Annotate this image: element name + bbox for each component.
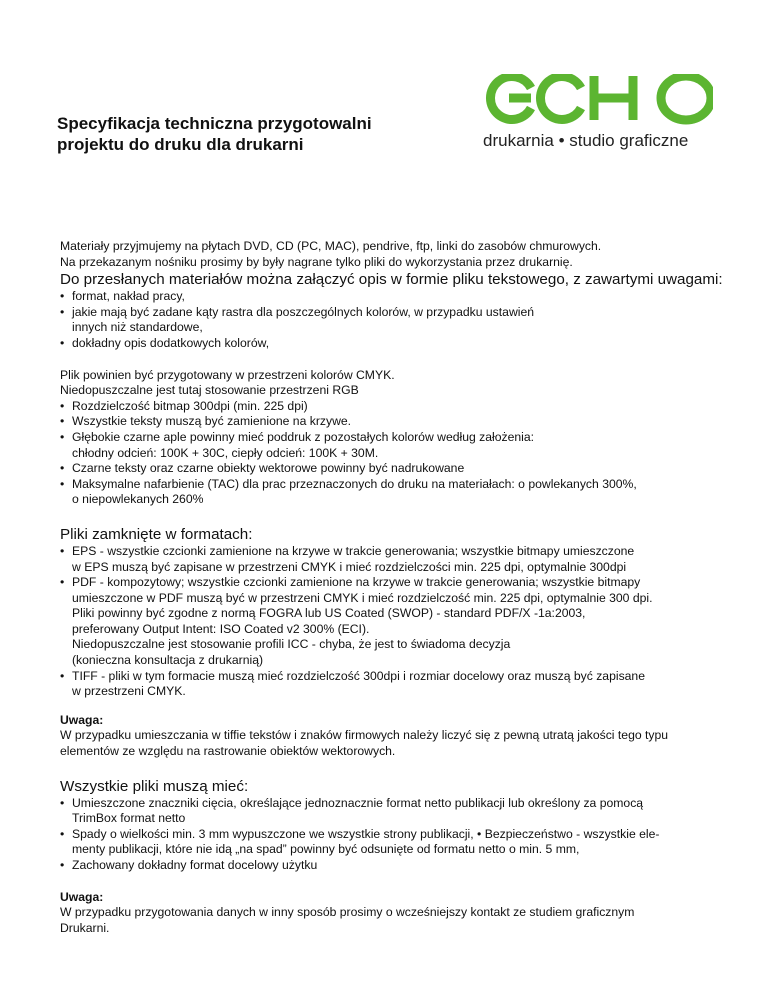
list-item-line: • Zachowany dokładny format docelowy użytku xyxy=(72,858,318,872)
list-item-line: menty publikacji, które nie idą „na spad” powinny być odsunięte od formatu netto o min. 5 mm, xyxy=(72,842,580,857)
title-line: Specyfikacja techniczna przygotowalni xyxy=(57,114,372,133)
list-item-line: w przestrzeni CMYK. xyxy=(72,684,186,699)
list-item-line: chłodny odcień: 100K + 30C, ciepły odcień: 100K + 30M. xyxy=(72,445,379,460)
list-item-line: • Głębokie czarne aple powinny mieć poddruk z pozostałych kolorów według założenia: xyxy=(72,429,535,444)
list-item xyxy=(60,669,725,700)
list-item-line: • dokładny opis dodatkowych kolorów, xyxy=(72,335,270,350)
list-item-line: innych niż standardowe, xyxy=(72,320,203,335)
title-line: projektu do druku dla drukarni xyxy=(57,135,304,154)
list-item-line: Pliki powinny być zgodne z normą FOGRA lub US Coated (SWOP) - standard PDF/X -1a:2003, xyxy=(72,606,586,621)
formaty-section xyxy=(60,525,725,700)
note-line: elementów ze względu na rastrowanie obiektów wektorowych. xyxy=(60,744,396,759)
list-item xyxy=(60,414,725,430)
echo-logo xyxy=(481,74,713,150)
opis-heading: Do przesłanych materiałów można załączyć opis w formie pliku tekstowego, z zawartymi uwagami: xyxy=(60,271,723,289)
uwaga-note-2 xyxy=(60,890,725,937)
logo-letter-e xyxy=(490,77,531,120)
wymagania-list xyxy=(60,796,725,874)
list-item xyxy=(60,477,725,508)
intro-line: Materiały przyjmujemy na płytach DVD, CD (PC, MAC), pendrive, ftp, linki do zasobów chmurowych. xyxy=(60,239,602,253)
list-item-line: w EPS muszą być zapisane w przestrzeni CMYK i mieć rozdzielczości min. 225 dpi, optymalnie 300dpi xyxy=(72,559,627,574)
cmyk-list xyxy=(60,399,725,508)
logo-tagline: drukarnia • studio graficzne xyxy=(483,131,689,150)
uwaga-note-1 xyxy=(60,713,725,760)
intro-line: Na przekazanym nośniku prosimy by były nagrane tylko pliki do wykorzystania przez drukarnię. xyxy=(60,254,573,269)
list-item xyxy=(60,858,725,874)
list-item xyxy=(60,336,725,352)
note-title: Uwaga: xyxy=(60,712,104,727)
list-item-line: • jakie mają być zadane kąty rastra dla poszczególnych kolorów, w przypadku ustawień xyxy=(72,304,535,319)
page-title xyxy=(57,113,437,155)
list-item-line: • PDF - kompozytowy; wszystkie czcionki zamienione na krzywe w trakcie generowania; wszystkie bitmapy xyxy=(72,575,641,590)
list-item-line: • TIFF - pliki w tym formacie muszą mieć rozdzielczość 300dpi i rozmiar docelowy oraz muszą być zapisane xyxy=(72,668,645,683)
list-item-line: • Czarne teksty oraz czarne obiekty wektorowe powinny być nadrukowane xyxy=(72,461,465,476)
list-item xyxy=(60,430,725,461)
list-item xyxy=(60,305,725,336)
note-text xyxy=(60,728,725,759)
note-text xyxy=(60,905,725,936)
list-item-line: TrimBox format netto xyxy=(72,811,186,826)
list-item-line: • format, nakład pracy, xyxy=(72,289,185,304)
list-item xyxy=(60,461,725,477)
list-item-line: • Spady o wielkości min. 3 mm wypuszczone we wszystkie strony publikacji, • Bezpieczeństwo - wszystkie ele- xyxy=(72,826,660,841)
list-item xyxy=(60,796,725,827)
list-item-line: (konieczna konsultacja z drukarnią) xyxy=(72,653,264,668)
opis-list xyxy=(60,289,725,351)
wymagania-section xyxy=(60,777,725,874)
list-item xyxy=(60,575,725,669)
list-item-line: preferowany Output Intent: ISO Coated v2 300% (ECI). xyxy=(72,621,370,636)
formaty-heading: Pliki zamknięte w formatach: xyxy=(60,525,253,543)
list-item-line: • EPS - wszystkie czcionki zamienione na krzywe w trakcie generowania; wszystkie bitmapy umieszczone xyxy=(72,543,635,558)
formaty-list xyxy=(60,544,725,700)
intro-paragraph xyxy=(60,239,725,270)
list-item-line: • Wszystkie teksty muszą być zamienione na krzywe. xyxy=(72,414,352,429)
list-item-line: • Maksymalne nafarbienie (TAC) dla prac przeznaczonych do druku na materiałach: o powlekanych 300%, xyxy=(72,476,637,491)
list-item xyxy=(60,399,725,415)
note-line: Drukarni. xyxy=(60,920,110,935)
list-item xyxy=(60,544,725,575)
cmyk-section xyxy=(60,368,725,508)
list-item-line: Niedopuszczalne jest stosowanie profili ICC - chyba, że jest to świadoma decyzja xyxy=(72,637,511,652)
cmyk-line: Plik powinien być przygotowany w przestrzeni kolorów CMYK. xyxy=(60,367,395,382)
cmyk-paragraph xyxy=(60,368,725,399)
note-line: W przypadku przygotowania danych w inny sposób prosimy o wcześniejszy kontakt ze studiem graficznym xyxy=(60,905,635,920)
note-title: Uwaga: xyxy=(60,889,104,904)
list-item-line: • Umieszczone znaczniki cięcia, określające jednoznacznie format netto publikacji lub określony za pomocą xyxy=(72,795,644,810)
cmyk-line: Niedopuszczalne jest tutaj stosowanie przestrzeni RGB xyxy=(60,383,359,398)
list-item xyxy=(60,827,725,858)
list-item-line: umieszczone w PDF muszą być w przestrzeni CMYK i mieć rozdzielczość min. 225 dpi, optymalnie 300 dpi. xyxy=(72,590,653,605)
logo-letter-h xyxy=(594,76,633,120)
list-item-line: o niepowlekanych 260% xyxy=(72,492,204,507)
list-item xyxy=(60,289,725,305)
list-item-line: • Rozdzielczość bitmap 300dpi (min. 225 dpi) xyxy=(72,398,308,413)
wymagania-heading: Wszystkie pliki muszą mieć: xyxy=(60,777,249,795)
opis-section xyxy=(60,270,725,351)
logo-letter-o xyxy=(661,76,711,120)
logo-letter-c xyxy=(540,77,581,120)
document-body xyxy=(60,239,725,936)
note-line: W przypadku umieszczania w tiffie tekstów i znaków firmowych należy liczyć się z pewną utratą jakości tego typu xyxy=(60,728,669,743)
